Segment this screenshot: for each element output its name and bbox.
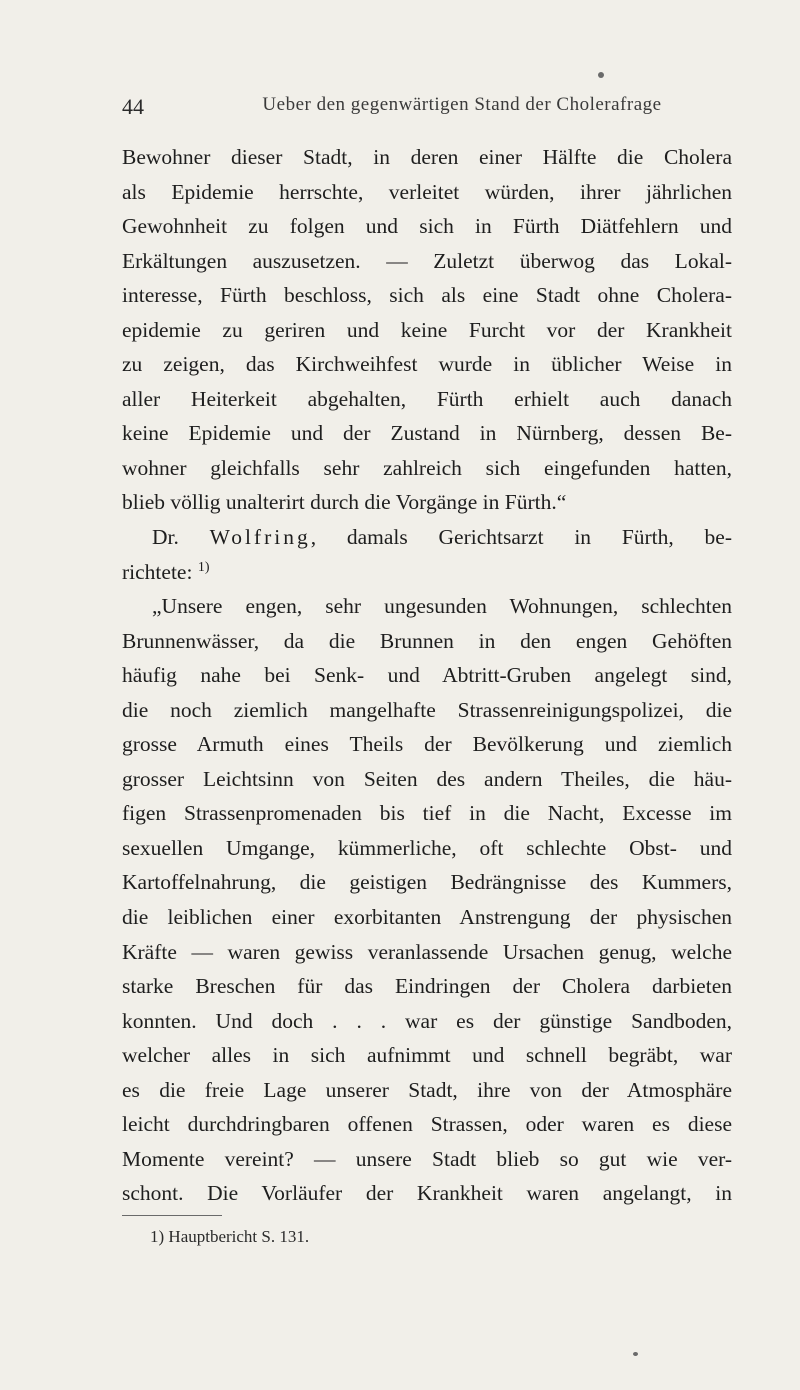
text-line: wohner gleichfalls sehr zahlreich sich eingefunden hatten, [122,455,732,480]
text-span: , damals Gerichtsarzt in Fürth, be- [310,525,732,550]
person-name-wolfring: Wolfring [209,525,311,550]
text-line: als Epidemie herrschte, verleitet würden, ihrer jährlichen [122,179,732,204]
text-line: Kartoffelnahrung, die geistigen Bedrängnisse des Kummers, [122,870,732,895]
text-line: Erkältungen auszusetzen. — Zuletzt überwog das Lokal- [122,248,732,273]
richtete-line [122,555,732,590]
footnote: 1) Hauptbericht S. 131. [150,1227,310,1246]
text-line: Momente vereint? — unsere Stadt blieb so gut wie ver- [122,1146,732,1171]
page-number: 44 [122,94,144,119]
text-span: Dr. [152,525,210,550]
text-line: starke Breschen für das Eindringen der Cholera darbieten [122,974,732,999]
text-line: die leiblichen einer exorbitanten Anstrengung der physischen [122,905,732,930]
text-line: Kräfte — waren gewiss veranlassende Ursachen genug, welche [122,939,732,964]
text-line: keine Epidemie und der Zustand in Nürnberg, dessen Be- [122,421,732,446]
ink-speck [633,1352,638,1356]
ink-speck [598,72,604,78]
text-line: grosse Armuth eines Theils der Bevölkerung und ziemlich [122,732,732,757]
text-line: grosser Leichtsinn von Seiten des andern Theiles, die häu- [122,766,732,791]
text-line: die noch ziemlich mangelhafte Strassenreinigungspolizei, die [122,697,732,722]
text-line: leicht durchdringbaren offenen Strassen, oder waren es diese [122,1112,732,1137]
body-text [122,140,732,1211]
footnote-separator [122,1215,222,1216]
text-line: aller Heiterkeit abgehalten, Fürth erhielt auch danach [122,386,732,411]
text-line: blieb völlig unalterirt durch die Vorgänge in Fürth.“ [122,490,567,515]
page-header [122,92,732,122]
text-line: „Unsere engen, sehr ungesunden Wohnungen, schlechten [152,594,732,619]
footnote-reference: 1) [197,559,210,575]
wolfring-line [122,520,732,555]
text-line: es die freie Lage unserer Stadt, ihre von der Atmosphäre [122,1077,732,1102]
text-line: sexuellen Umgange, kümmerliche, oft schlechte Obst- und [122,835,732,860]
text-line: figen Strassenpromenaden bis tief in die Nacht, Excesse im [122,801,732,826]
text-span: richtete: [122,559,198,584]
text-line: Bewohner dieser Stadt, in deren einer Hälfte die Cholera [122,145,732,169]
running-head: Ueber den gegenwärtigen Stand der Cholerafrage [262,94,662,115]
text-line: Gewohnheit zu folgen und sich in Fürth Diätfehlern und [122,214,732,239]
text-line: epidemie zu geriren und keine Furcht vor der Krankheit [122,317,732,342]
text-line: häufig nahe bei Senk- und Abtritt-Gruben angelegt sind, [122,663,732,688]
text-line: zu zeigen, das Kirchweihfest wurde in üblicher Weise in [122,352,732,377]
text-line: schont. Die Vorläufer der Krankheit waren angelangt, in [122,1181,732,1206]
text-line: welcher alles in sich aufnimmt und schnell begräbt, war [122,1043,732,1068]
text-line: konnten. Und doch . . . war es der günstige Sandboden, [122,1008,732,1033]
text-line: Brunnenwässer, da die Brunnen in den engen Gehöften [122,628,732,653]
text-line: interesse, Fürth beschloss, sich als eine Stadt ohne Cholera- [122,283,732,308]
